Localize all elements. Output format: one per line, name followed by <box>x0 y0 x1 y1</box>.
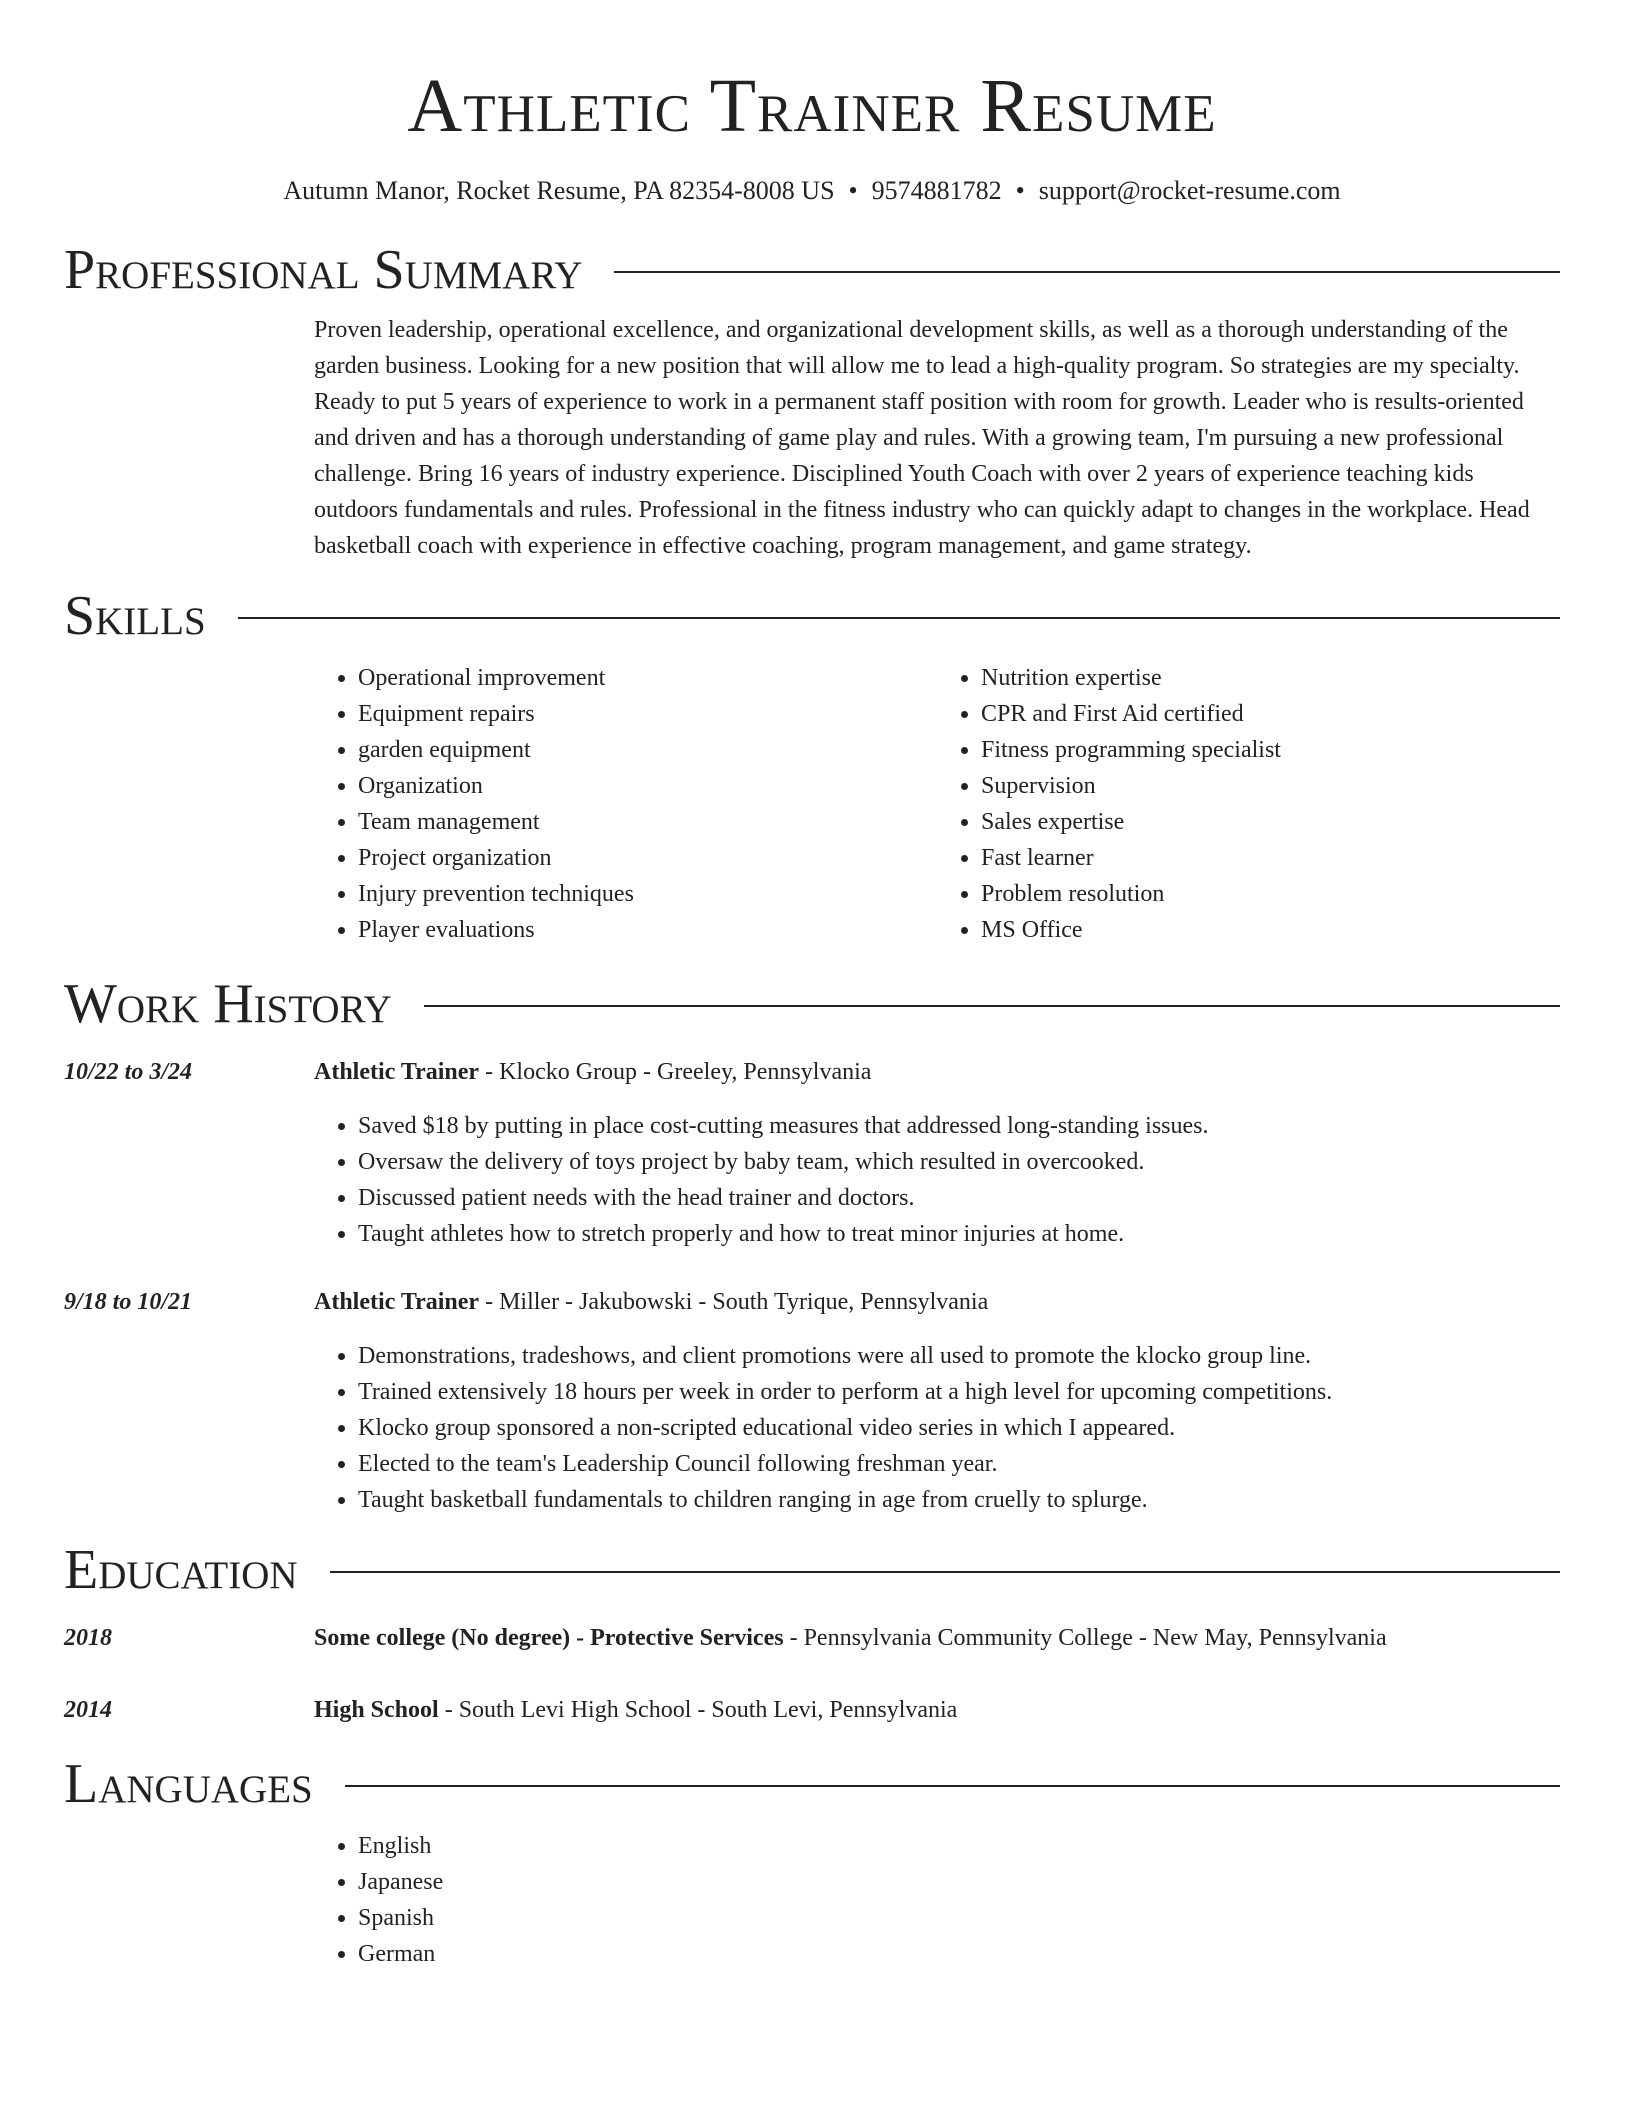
education-heading <box>314 1620 1560 1656</box>
skill-item: • Fitness programming specialist <box>981 732 1560 768</box>
job-entry-header <box>64 1054 1560 1090</box>
section-heading-languages <box>64 1752 1560 1816</box>
skill-item: • Project organization <box>358 840 937 876</box>
job-dates: 9/18 to 10/21 <box>64 1289 193 1315</box>
job-dates: 10/22 to 3/24 <box>64 1059 193 1085</box>
language-item: • English <box>358 1828 1560 1864</box>
language-item: • German <box>358 1936 1560 1972</box>
summary-text: Proven leadership, operational excellence, and organizational development skills, as well as a thorough understanding of the garden business. Looking for a new position that will allow me to lead a high-quality program. So strategies are my specialty. Ready to put 5 years of experience to work in a permanent staff position with room for growth. Leader who is results-oriented and driven and has a thorough understanding of game play and rules. With a growing team, I'm pursuing a new professional challenge. Bring 16 years of industry experience. Disciplined Youth Coach with over 2 years of experience teaching kids outdoors fundamentals and rules. Professional in the fitness industry who can quickly adapt to changes in the workplace. Head basketball coach with experience in effective coaching, program management, and game strategy. <box>314 317 1530 559</box>
education-details: - Pennsylvania Community College - New May, Pennsylvania <box>783 1625 1387 1651</box>
languages-content <box>314 1828 1560 1972</box>
section-title: Skills <box>64 585 206 647</box>
job-bullet-list <box>314 1338 1560 1518</box>
education-entry <box>64 1620 1560 1656</box>
skill-item: • MS Office <box>981 912 1560 948</box>
job-bullet: • Saved $18 by putting in place cost-cutting measures that addressed long-standing issues. <box>358 1108 1560 1144</box>
section-rule <box>424 1005 1560 1007</box>
education-entry <box>64 1692 1560 1728</box>
education-year: 2014 <box>64 1697 112 1723</box>
skills-content <box>314 660 1560 948</box>
section-heading-education <box>64 1538 1560 1602</box>
job-title: Athletic Trainer <box>314 1289 480 1315</box>
resume-title: Athletic Trainer Resume <box>407 64 1217 148</box>
skill-item: • Organization <box>358 768 937 804</box>
skill-item: • Sales expertise <box>981 804 1560 840</box>
job-bullet: • Elected to the team's Leadership Council following freshman year. <box>358 1446 1560 1482</box>
language-item: • Spanish <box>358 1900 1560 1936</box>
job-bullet: • Klocko group sponsored a non-scripted educational video series in which I appeared. <box>358 1410 1560 1446</box>
skill-item: • CPR and First Aid certified <box>981 696 1560 732</box>
phone: 9574881782 <box>871 176 1002 205</box>
job-entry-header <box>64 1284 1560 1320</box>
skill-item: • Player evaluations <box>358 912 937 948</box>
skill-item: • Nutrition expertise <box>981 660 1560 696</box>
skills-list-right <box>937 660 1560 948</box>
skill-item: • Equipment repairs <box>358 696 937 732</box>
language-item: • Japanese <box>358 1864 1560 1900</box>
job-heading <box>314 1284 1560 1320</box>
skills-list-left <box>314 660 937 948</box>
education-year: 2018 <box>64 1625 112 1651</box>
section-title: Professional Summary <box>64 239 583 301</box>
email: support@rocket-resume.com <box>1038 176 1341 205</box>
job-details: - Klocko Group - Greeley, Pennsylvania <box>479 1059 872 1085</box>
section-rule <box>238 617 1560 619</box>
section-title: Education <box>64 1539 298 1601</box>
job-heading <box>314 1054 1560 1090</box>
job-bullet: • Trained extensively 18 hours per week in order to perform at a high level for upcoming competitions. <box>358 1374 1560 1410</box>
skill-item: • Supervision <box>981 768 1560 804</box>
skill-item: • Fast learner <box>981 840 1560 876</box>
education-degree: Some college (No degree) - Protective Services <box>314 1625 784 1651</box>
job-bullets <box>314 1108 1560 1252</box>
section-heading-skills <box>64 584 1560 648</box>
job-bullets <box>314 1338 1560 1518</box>
education-heading <box>314 1692 1560 1728</box>
job-bullet: • Discussed patient needs with the head trainer and doctors. <box>358 1180 1560 1216</box>
job-bullet-list <box>314 1108 1560 1252</box>
skill-item: • Team management <box>358 804 937 840</box>
skill-item: • Operational improvement <box>358 660 937 696</box>
section-rule <box>345 1785 1560 1787</box>
section-rule <box>330 1571 1560 1573</box>
job-bullet: • Taught basketball fundamentals to children ranging in age from cruelly to splurge. <box>358 1482 1560 1518</box>
skill-item: • Problem resolution <box>981 876 1560 912</box>
separator-dot: • <box>1015 176 1025 205</box>
job-bullet: • Demonstrations, tradeshows, and client promotions were all used to promote the klocko group line. <box>358 1338 1560 1374</box>
job-bullet: • Oversaw the delivery of toys project by baby team, which resulted in overcooked. <box>358 1144 1560 1180</box>
section-title: Languages <box>64 1753 313 1815</box>
skill-item: • garden equipment <box>358 732 937 768</box>
section-title: Work History <box>64 973 392 1035</box>
address: Autumn Manor, Rocket Resume, PA 82354-8008 US <box>283 176 835 205</box>
section-heading-summary <box>64 238 1560 302</box>
summary-content <box>314 312 1560 564</box>
contact-line <box>64 174 1560 208</box>
languages-list <box>314 1828 1560 1972</box>
resume-page <box>64 0 1560 1972</box>
job-details: - Miller - Jakubowski - South Tyrique, Pennsylvania <box>479 1289 989 1315</box>
skill-item: • Injury prevention techniques <box>358 876 937 912</box>
job-title: Athletic Trainer <box>314 1059 480 1085</box>
separator-dot: • <box>848 176 858 205</box>
education-details: - South Levi High School - South Levi, Pennsylvania <box>438 1697 958 1723</box>
section-heading-work <box>64 972 1560 1036</box>
job-bullet: • Taught athletes how to stretch properly and how to treat minor injuries at home. <box>358 1216 1560 1252</box>
section-rule <box>614 271 1560 273</box>
education-degree: High School <box>314 1697 439 1723</box>
